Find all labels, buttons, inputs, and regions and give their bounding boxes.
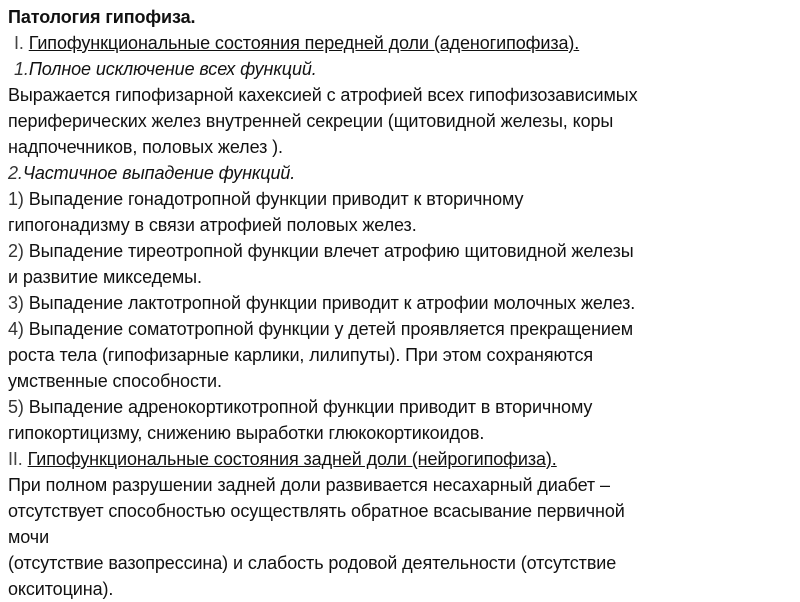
subsection-2-heading-line [8,160,798,186]
list-item-1-continuation: гипогонадизму в связи атрофией половых желез. [8,215,417,235]
list-item-number: 2) [8,241,24,261]
list-item-4-continuation: роста тела (гипофизарные карлики, лилипуты). При этом сохраняются [8,345,593,365]
list-item-3-line [8,290,798,316]
list-item-2-continuation: и развитие микседемы. [8,267,202,287]
list-item-1-line [8,186,798,212]
subsection-1-label: Полное исключение всех функций. [28,59,317,79]
list-item-number: 4) [8,319,24,339]
paragraph-line: Выражается гипофизарной кахексией с атрофией всех гипофизозависимых [8,85,638,105]
paragraph-line: мочи [8,527,50,547]
paragraph-line: отсутствует способностью осуществлять обратное всасывание первичной [8,501,625,521]
paragraph-line: периферических желез внутренней секреции (щитовидной железы, коры [8,111,614,131]
list-item-text: Выпадение лактотропной функции приводит к атрофии молочных желез. [28,293,636,313]
list-item-text: Выпадение тиреотропной функции влечет атрофию щитовидной железы [28,241,634,261]
section-1-numeral: I. [14,33,24,53]
section-1-heading: Гипофункциональные состояния передней доли (аденогипофиза). [28,33,580,53]
list-item-text: Выпадение соматотропной функции у детей проявляется прекращением [28,319,634,339]
list-item-number: 3) [8,293,24,313]
section-1-heading-line [8,30,798,56]
list-item-number: 5) [8,397,24,417]
subsection-1-number: 1. [14,59,29,79]
list-item-text: Выпадение адренокортикотропной функции приводит в вторичному [28,397,593,417]
subsection-2-label: Частичное выпадение функций. [22,163,296,183]
subsection-1-heading-line [8,56,798,82]
page-title: Патология гипофиза. [8,7,196,27]
section-2-heading-line [8,446,798,472]
list-item-5-continuation: гипокортицизму, снижению выработки глюкокортикоидов. [8,423,485,443]
paragraph-line: окситоцина). [8,579,114,599]
list-item-4-continuation: умственные способности. [8,371,222,391]
list-item-5-line [8,394,798,420]
document-page [8,4,798,602]
list-item-4-line [8,316,798,342]
paragraph-line: При полном разрушении задней доли развивается несахарный диабет – [8,475,610,495]
list-item-2-line [8,238,798,264]
list-item-number: 1) [8,189,24,209]
paragraph-line: надпочечников, половых желез ). [8,137,283,157]
subsection-2-number: 2. [8,163,23,183]
section-2-numeral: II. [8,449,23,469]
list-item-text: Выпадение гонадотропной функции приводит к вторичному [28,189,524,209]
paragraph-line: (отсутствие вазопрессина) и слабость родовой деятельности (отсутствие [8,553,617,573]
section-2-heading: Гипофункциональные состояния задней доли (нейрогипофиза). [27,449,557,469]
